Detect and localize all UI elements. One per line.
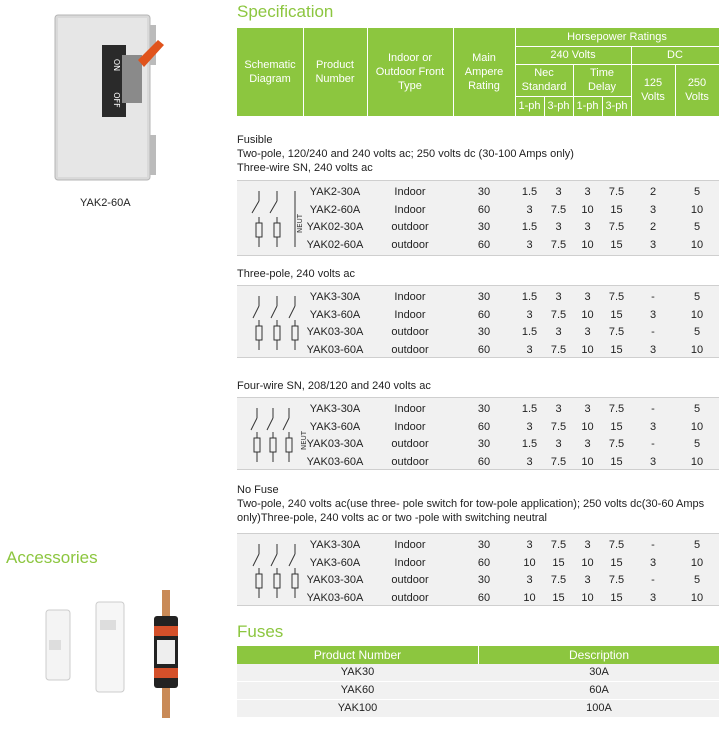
table-cell: YAK03-30A [306, 438, 364, 450]
table-cell: outdoor [391, 238, 429, 251]
header-main-ampere: Main Ampere Rating [464, 52, 504, 92]
table-cell: outdoor [391, 343, 429, 356]
table-cell: 10 [581, 238, 594, 251]
table-cell: 30 [477, 326, 491, 338]
group-3-heading [237, 379, 431, 393]
table-cell: 3 [584, 403, 591, 415]
table-cell: 3 [584, 186, 591, 198]
table-cell: 7.5 [608, 539, 625, 551]
table-cell: - [651, 403, 655, 415]
group-heading-line: Fusible [237, 134, 273, 146]
table-cell: YAK03-30A [306, 326, 364, 338]
fuses-table [237, 646, 719, 718]
table-row [237, 435, 719, 453]
table-cell: outdoor [391, 438, 429, 450]
table-cell: 3 [649, 420, 657, 433]
table-row [237, 288, 719, 306]
table-cell: 1.5 [521, 221, 538, 233]
table-cell: YAK03-60A [306, 343, 364, 356]
table-cell: YAK2-60A [309, 203, 361, 216]
table-cell: outdoor [391, 326, 429, 338]
table-row [237, 201, 719, 219]
table-cell: 60 [477, 591, 491, 604]
fuses-accessory-image [38, 590, 198, 720]
fuses-col-desc: Description [568, 648, 630, 662]
table-cell: 3 [649, 455, 657, 468]
table-cell: 30 [477, 539, 491, 551]
group-heading-line: No Fuse [237, 484, 279, 496]
table-cell: 10 [690, 308, 704, 321]
table-cell: 7.5 [550, 203, 567, 216]
table-cell: 3 [584, 438, 591, 450]
table-cell: 30 [477, 574, 491, 586]
table-cell: Indoor [394, 203, 426, 216]
table-cell: 3 [526, 574, 533, 586]
header-time-delay: Time Delay [587, 67, 617, 93]
fuse-product: YAK100 [337, 702, 378, 714]
header-indoor-outdoor: Indoor or Outdoor Front Type [375, 52, 445, 92]
table-cell: 7.5 [550, 308, 567, 321]
fuse-product: YAK30 [340, 666, 375, 678]
table-cell: 15 [610, 455, 623, 468]
table-cell: 3 [649, 343, 657, 356]
header-3ph-a: 3-ph [547, 100, 570, 112]
group-2-heading [237, 267, 355, 281]
group-heading-line: only)Three-pole, 240 volts ac or two -pole with switching neutral [237, 512, 547, 524]
table-cell: 10 [690, 343, 704, 356]
group-heading-line: Two-pole, 120/240 and 240 volts ac; 250 volts dc (30-100 Amps only) [237, 148, 574, 160]
fuses-title: Fuses [237, 622, 284, 641]
table-cell: - [651, 326, 655, 338]
table-cell: 3 [526, 343, 533, 356]
table-cell: 5 [693, 221, 701, 233]
table-cell: 5 [693, 186, 701, 198]
group-3-table [237, 397, 719, 470]
table-row [237, 589, 719, 607]
table-cell: Indoor [394, 291, 426, 303]
product-label: YAK2-60A [80, 197, 131, 209]
table-row [237, 323, 719, 341]
header-125v: 125 Volts [641, 77, 665, 103]
header-nec: Nec Standard [521, 67, 567, 93]
table-cell: 5 [693, 326, 701, 338]
table-cell: 10 [581, 556, 594, 569]
table-cell: 3 [584, 221, 591, 233]
table-cell: 7.5 [550, 574, 567, 586]
table-cell: Indoor [394, 186, 426, 198]
table-cell: Indoor [394, 420, 426, 433]
table-row [237, 236, 719, 254]
table-cell: Indoor [394, 308, 426, 321]
group-1-table [237, 180, 719, 256]
table-cell: 30 [477, 438, 491, 450]
table-cell: 10 [690, 556, 704, 569]
group-heading-line: Four-wire SN, 208/120 and 240 volts ac [237, 380, 431, 392]
table-cell: 60 [477, 308, 491, 321]
table-cell: 7.5 [608, 221, 625, 233]
header-dc: DC [667, 49, 683, 61]
table-cell: 3 [555, 221, 562, 233]
table-cell: YAK3-30A [309, 403, 361, 415]
table-cell: 30 [477, 403, 491, 415]
table-cell: 7.5 [550, 420, 567, 433]
table-cell: 30 [477, 221, 491, 233]
table-cell: 1.5 [521, 403, 538, 415]
table-cell: Indoor [394, 403, 426, 415]
table-cell: 5 [693, 539, 701, 551]
table-cell: 3 [555, 186, 562, 198]
table-cell: 15 [610, 203, 623, 216]
table-cell: 60 [477, 238, 491, 251]
table-row [237, 418, 719, 436]
table-cell: 5 [693, 403, 701, 415]
header-schematic: Schematic Diagram [244, 59, 296, 85]
table-cell: 10 [690, 420, 704, 433]
table-cell: 60 [477, 343, 491, 356]
table-cell: 3 [526, 420, 533, 433]
table-cell: 1.5 [521, 438, 538, 450]
group-4-table [237, 533, 719, 606]
table-cell: 3 [526, 203, 533, 216]
table-cell: 7.5 [608, 186, 625, 198]
table-cell: 3 [584, 291, 591, 303]
table-cell: 7.5 [608, 326, 625, 338]
table-cell: outdoor [391, 574, 429, 586]
table-row [237, 453, 719, 471]
fuse-desc: 30A [589, 666, 609, 678]
fuse-desc: 100A [586, 702, 612, 714]
table-cell: 1.5 [521, 326, 538, 338]
table-cell: 15 [610, 591, 623, 604]
group-heading-line: Three-wire SN, 240 volts ac [237, 162, 373, 174]
table-cell: YAK03-60A [306, 455, 364, 468]
table-cell: 7.5 [608, 291, 625, 303]
table-cell: 7.5 [608, 438, 625, 450]
svg-text:OFF: OFF [112, 92, 121, 108]
table-cell: 15 [552, 591, 565, 604]
group-1-heading [237, 133, 574, 175]
table-cell: 3 [584, 326, 591, 338]
table-cell: 15 [610, 343, 623, 356]
table-row [237, 400, 719, 418]
safety-switch-image [40, 5, 190, 190]
table-cell: 7.5 [550, 238, 567, 251]
table-cell: YAK3-60A [309, 420, 361, 433]
table-cell: 7.5 [608, 403, 625, 415]
table-cell: Indoor [394, 539, 426, 551]
neut-label: NEUT [300, 430, 308, 450]
svg-text:ON: ON [112, 58, 121, 72]
header-240v: 240 Volts [550, 49, 596, 61]
table-cell: 60 [477, 455, 491, 468]
table-row [237, 306, 719, 324]
header-product-number: Product Number [315, 59, 355, 85]
accessories-title: Accessories [6, 548, 98, 567]
table-cell: 7.5 [608, 574, 625, 586]
table-cell: 10 [690, 238, 704, 251]
table-cell: YAK02-60A [306, 238, 364, 251]
table-cell: 10 [581, 420, 594, 433]
fuse-product: YAK60 [340, 684, 375, 696]
table-cell: - [651, 291, 655, 303]
table-cell: 3 [649, 203, 657, 216]
table-cell: 5 [693, 291, 701, 303]
table-cell: 3 [526, 539, 533, 551]
fuses-table-header [237, 646, 719, 664]
table-row [237, 554, 719, 572]
table-cell: YAK3-60A [309, 556, 361, 569]
table-cell: Indoor [394, 556, 426, 569]
table-cell: 60 [477, 420, 491, 433]
table-row [237, 183, 719, 201]
table-cell: 7.5 [550, 455, 567, 468]
table-cell: YAK3-60A [309, 308, 361, 321]
table-cell: outdoor [391, 455, 429, 468]
fuse-row [237, 682, 719, 700]
table-cell: 15 [610, 238, 623, 251]
table-cell: - [651, 438, 655, 450]
table-cell: 3 [526, 308, 533, 321]
table-cell: 10 [523, 591, 536, 604]
table-cell: 15 [610, 308, 623, 321]
fuse-row [237, 664, 719, 682]
header-1ph-b: 1-ph [576, 100, 599, 112]
table-cell: 3 [649, 556, 657, 569]
table-cell: 10 [581, 203, 594, 216]
group-2-table [237, 285, 719, 358]
table-cell: 10 [581, 455, 594, 468]
table-cell: 10 [581, 308, 594, 321]
table-cell: 5 [693, 574, 701, 586]
table-cell: YAK3-30A [309, 291, 361, 303]
table-cell: 3 [526, 455, 533, 468]
header-horsepower: Horsepower Ratings [567, 31, 667, 43]
table-cell: 60 [477, 203, 491, 216]
table-cell: 7.5 [550, 343, 567, 356]
table-cell: outdoor [391, 591, 429, 604]
table-cell: 10 [581, 591, 594, 604]
table-cell: 60 [477, 556, 491, 569]
table-cell: 3 [555, 403, 562, 415]
table-cell: 3 [555, 438, 562, 450]
table-row [237, 536, 719, 554]
table-cell: 3 [555, 291, 562, 303]
table-cell: 3 [649, 308, 657, 321]
table-cell: 10 [690, 591, 704, 604]
table-cell: 3 [526, 238, 533, 251]
table-row [237, 341, 719, 359]
table-cell: 15 [610, 420, 623, 433]
table-cell: 3 [584, 574, 591, 586]
table-cell: 5 [693, 438, 701, 450]
header-3ph-b: 3-ph [605, 100, 628, 112]
spec-header [237, 28, 719, 116]
table-cell: 15 [610, 556, 623, 569]
table-cell: 3 [555, 326, 562, 338]
table-cell: 2 [649, 221, 657, 233]
table-cell: 10 [523, 556, 536, 569]
fuse-desc: 60A [589, 684, 609, 696]
table-cell: YAK02-30A [306, 221, 364, 233]
table-cell: 1.5 [521, 291, 538, 303]
table-cell: 3 [649, 238, 657, 251]
spec-title: Specification [237, 2, 334, 21]
table-cell: YAK3-30A [309, 539, 361, 551]
table-cell: YAK2-30A [309, 186, 361, 198]
group-heading-line: Two-pole, 240 volts ac(use three- pole switch for tow-pole application); 250 volts dc(30-60 Amps [237, 498, 705, 510]
table-cell: 30 [477, 291, 491, 303]
fuses-col-product: Product Number [313, 648, 402, 662]
table-row [237, 218, 719, 236]
table-cell: 1.5 [521, 186, 538, 198]
table-cell: 3 [584, 539, 591, 551]
group-4-heading [237, 483, 704, 525]
table-cell: 10 [690, 203, 704, 216]
group-heading-line: Three-pole, 240 volts ac [237, 268, 356, 280]
fuse-row [237, 700, 719, 718]
header-250v: 250 Volts [685, 77, 709, 103]
table-cell: YAK03-60A [306, 591, 364, 604]
table-cell: 7.5 [550, 539, 567, 551]
table-cell: 2 [649, 186, 657, 198]
neut-label: NEUT [296, 213, 304, 233]
header-1ph-a: 1-ph [518, 100, 541, 112]
table-cell: 10 [690, 455, 704, 468]
table-cell: YAK03-30A [306, 574, 364, 586]
table-cell: 30 [477, 186, 491, 198]
table-cell: outdoor [391, 221, 429, 233]
table-cell: - [651, 574, 655, 586]
table-cell: 15 [552, 556, 565, 569]
table-cell: 10 [581, 343, 594, 356]
table-row [237, 571, 719, 589]
table-cell: - [651, 539, 655, 551]
table-cell: 3 [649, 591, 657, 604]
